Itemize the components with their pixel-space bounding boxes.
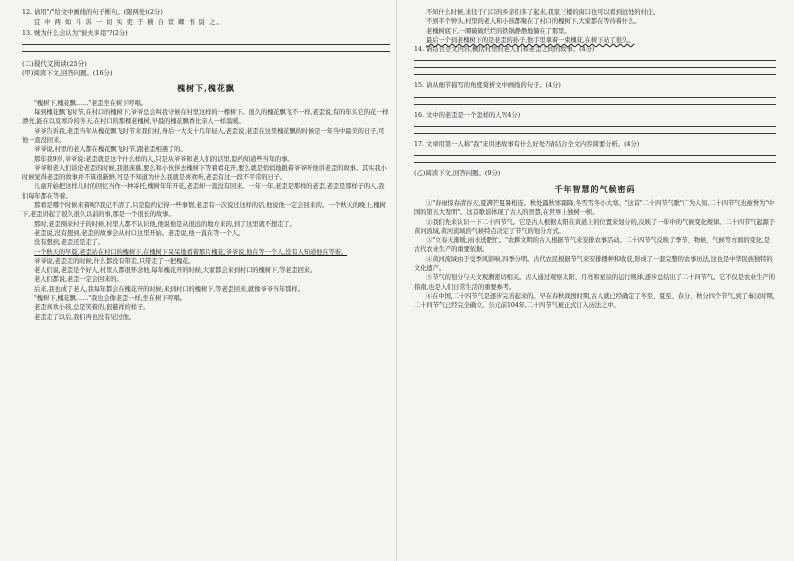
question-12-sentence: 宜 中 两 如 斗 诉 一 切 实 吏 于 横 自 宦 卿 书 尉 之。 (34, 19, 224, 27)
answer-line[interactable] (414, 67, 776, 68)
answer-line[interactable] (414, 162, 776, 163)
story-paragraph-underlined: 一个秋天的早晨,老歪站在村口的槐树下,在槐树下呆呆地看着那片槐花,爷爷说,他在等一个人,没有人知道他在等谁。 (34, 248, 348, 256)
question-17: 17. 文章用第一人称"我"来讲述故事有什么好处?请结合全文内容简要分析。(4分) (414, 141, 640, 149)
article-paragraph: ②我们先来认识一下二十四节气。它是古人根据太阳在黄道上的位置来划分的,反映了一年中的气候变化规律。二十四节气起源于黄河流域,黄河流域的气候特点决定了节气的划分方式。 (414, 218, 775, 235)
right-column (414, 8, 776, 556)
article-paragraph: ⑥在中国,二十四节气是逐步完善起来的。早在春秋战国时期,古人就已经确定了冬至、夏至、春分、秋分四个节气,到了秦汉时期,二十四节气已经完全确立。公元前104年,二十四节气被正式订入历法之中。 (414, 292, 775, 310)
article-title: 千年智慧的气候密码 (554, 183, 636, 194)
story-paragraph: 老槐树底下,一圈破破烂烂的铁锅静静地躺在了那里。 (426, 27, 571, 35)
question-14: 14. 请结合全文内容,概括村里的老人们和老歪之间的故事。(4分) (414, 46, 595, 54)
article-paragraph: ④黄河流域由于受季风影响,四季分明。古代农民根据节气来安排播种和收获,形成了一套完整的农事历法,这也是中华民族独特的文化遗产。 (414, 255, 773, 273)
answer-line[interactable] (414, 97, 776, 98)
part-b-instruction: (乙)阅读下文,回答问题。(9分) (414, 169, 501, 178)
article-paragraph: ①"春雨惊春清谷天,夏满芒夏暑相连。秋处露秋寒霜降,冬雪雪冬小大寒。"这首"二十四节气歌"广为人知,二十四节气也被誉为"中国的第五大发明"。这首歌谣体现了古人的智慧,在世界上独树一帜。 (414, 199, 775, 217)
story-paragraph: "槐树下,槐花飘……"老歪坐在树下哼唱。 (34, 99, 147, 107)
story-paragraph: 不到半个钟头,村里的老人和小孩都聚在了村口的槐树下,大家都在等待着什么。 (426, 18, 641, 26)
question-15: 15. 请从细节描写的角度赏析文中画线的句子。(4分) (414, 82, 561, 90)
story-paragraph: 不知什么时候,来往于门口的乡亲们多了起来,我家三楼的窗口也可以看到远处的村庄。 (426, 9, 660, 16)
question-13: 13. 贼为什么会认为"彼夫多俎"?(2分) (22, 29, 128, 37)
story-paragraph: 那时,老歪刚来村子的时候,村里人都不认识他,他说他是从很远的地方来的,到了这里就不想走了。 (34, 220, 296, 228)
answer-line[interactable] (414, 104, 776, 105)
answer-line[interactable] (22, 44, 390, 45)
answer-line[interactable] (414, 60, 776, 61)
story-paragraph: 老人们说,老歪是个好人,村里人都很怀念他,每年槐花开的时候,大家都会来到村口的槐树下,等老歪回来。 (34, 267, 317, 275)
story-paragraph: 爷爷告诉我,老歪当年从槐花飘飞时节来我们村,身后一大支十几年轻人,老歪说,老歪在这里槐花飘的时候是一年当中最美的日子,可他一直没回来。 (22, 127, 385, 144)
story-paragraph: 爷爷说,老歪走的时候,什么都没有带走,只带走了一把槐花。 (34, 257, 195, 265)
part-a-instruction: (甲)阅读下文,回答问题。(16分) (22, 69, 113, 78)
story-paragraph: 儿童开始把这样儿时的回忆当作一种寄托,槐树年年开花,老歪却一直没有回来。一年一年,老歪是那样的老歪,老歪是那样子的人,我们每年都在等着。 (22, 183, 385, 200)
story-paragraph: "槐树下,槐花飘……"我也会像老歪一样,坐在树下哼唱。 (34, 295, 186, 303)
story-paragraph: 老人们都说,老歪一定会回来的。 (34, 276, 123, 284)
story-paragraph: 老歪喜欢小孩,总是笑着的,很慈祥的样子。 (34, 304, 150, 312)
answer-line[interactable] (414, 133, 776, 134)
page-fold-line (396, 0, 397, 561)
story-paragraph: 爷爷说,村里的老人都在槐花飘飞时节,跟老歪相遇了的。 (34, 146, 187, 154)
story-title: 槐树下,槐花飘 (177, 83, 235, 94)
story-paragraph: 那看是哪个时候来着呢?我记不清了,只是隐约记得一些事情,老歪有一次说过这样的话,他说他一定会回来的。一个秋天的晚上,槐树下,老歪讲起了很久很久以前的事,那是一个很长的故事。 (22, 202, 386, 219)
article-paragraph: ③"立春天渐暖,雨水送肥忙。"农耕文明的古人根据节气来安排农事活动。二十四节气反映了季节、物候、气候等方面的变化,是古代农业生产的重要依据。 (414, 237, 771, 254)
story-paragraph-wavy: 最后一个到老槐树下的是老歪的孙子,他手里拿着一束槐花,在树下站了很久。 (426, 36, 635, 44)
answer-line[interactable] (414, 126, 776, 127)
answer-line[interactable] (414, 155, 776, 156)
answer-line[interactable] (414, 74, 776, 75)
article-paragraph: ⑤节气的划分与天文观测密切相关。古人通过观察太阳、月亮和星辰的运行规律,逐步总结出了二十四节气。它不仅是农业生产的指南,也是人们日常生活的重要参考。 (414, 274, 775, 291)
story-paragraph: 爷爷和老人们谈论老歪的时候,我很羡慕,要么和小伙伴去槐树下等着看花开,要么就是悄悄地跟着爷爷听他讲老歪的故事。其实我小时候觉得老歪的故事并不算很新鲜,可是不知道为什么我就是喜欢听,老歪有过一段不平常的日子。 (22, 164, 387, 182)
left-column (22, 8, 390, 556)
story-paragraph: 每到槐花飘飞时节,在村口的槐树下,爷爷总会叫我守候在村里这样的一棵树下。很久的槐花飘飞不一样,老歪说,有的年头它的花一样漂亮,能在以及寒冷的冬天,在村口的那棵老槐树,早晨的槐花飘香比亲人一样温暖。 (22, 109, 389, 126)
story-paragraph: 老歪走了以后,我们再也没有见过他。 (34, 313, 136, 321)
story-paragraph: 没有想到,老歪还是走了。 (34, 239, 105, 247)
question-12: 12. 请用"/"给文中画线的句子断句。(限两处)(2分) (22, 9, 163, 16)
section-heading: (二)现代文阅读(25分) (22, 59, 87, 68)
story-paragraph: 老歪说,没有想到,老歪的故事会从村口这里开始。老歪说,他一直在等一个人。 (34, 229, 245, 237)
question-16: 16. 文中的老歪是一个怎样的人?(4分) (414, 111, 521, 119)
story-paragraph: 后来,我也成了老人,我每年都会在槐花开的时候,来到村口的槐树下,等老歪回来,就像爷爷当年那样。 (34, 285, 304, 293)
story-paragraph: 那年我9岁,爷爷说:老歪就是这个什么样的人,只是从爷爷和老人们的话里,隐约知道些当年的事。 (34, 155, 294, 163)
